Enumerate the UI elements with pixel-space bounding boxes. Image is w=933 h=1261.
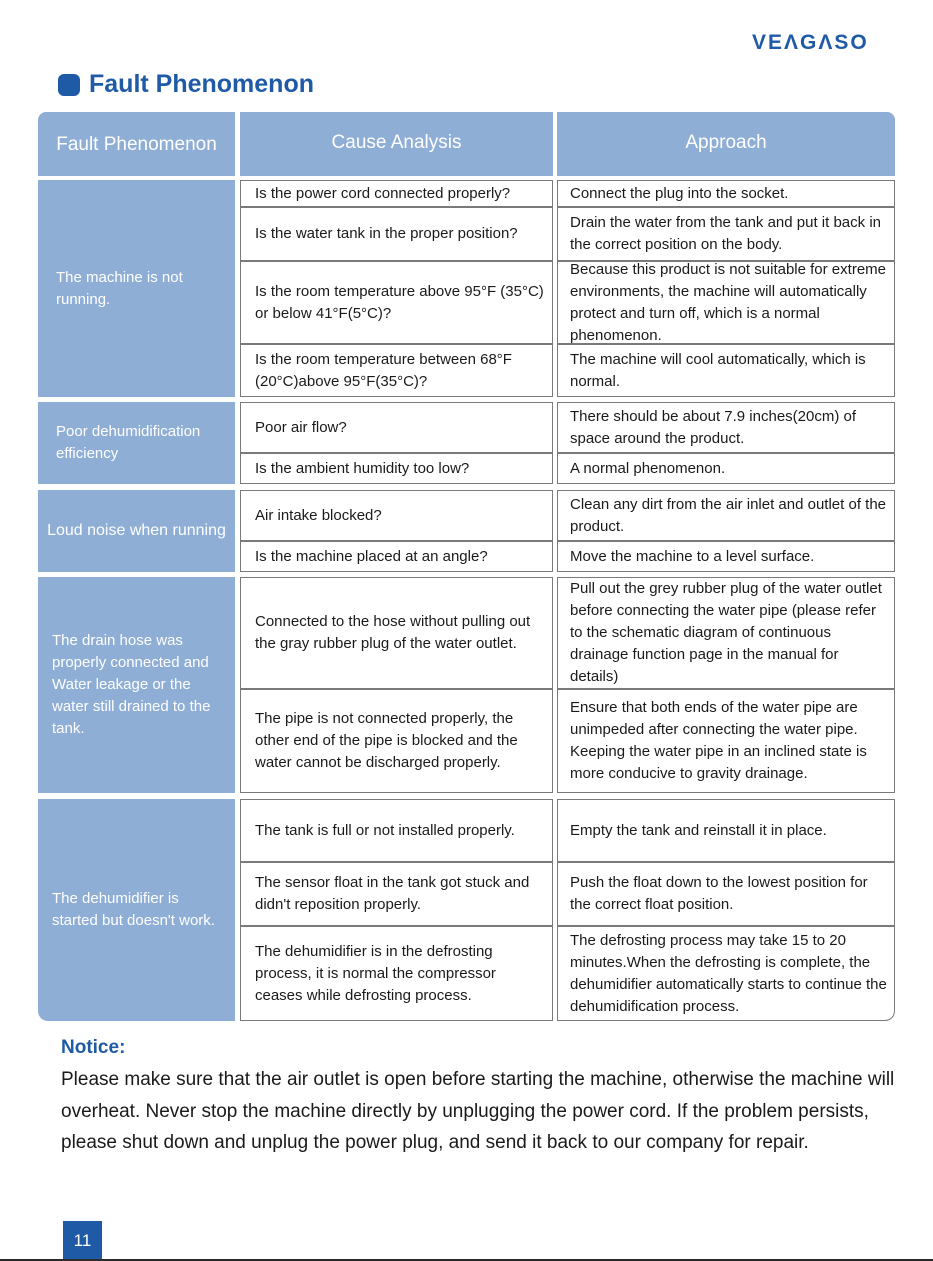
cause-cell: Is the ambient humidity too low?: [240, 453, 553, 484]
cause-cell: The dehumidifier is in the defrosting process, it is normal the compressor ceases while defrosting process.: [240, 926, 553, 1021]
cause-cell: Air intake blocked?: [240, 490, 553, 541]
approach-cell: The machine will cool automatically, which is normal.: [557, 344, 895, 397]
approach-cell: Connect the plug into the socket.: [557, 180, 895, 207]
cause-cell: Is the machine placed at an angle?: [240, 541, 553, 572]
bullet-icon: [58, 74, 80, 96]
section-title: [58, 70, 314, 99]
cause-cell: The tank is full or not installed properly.: [240, 799, 553, 862]
cause-cell: Is the power cord connected properly?: [240, 180, 553, 207]
cause-cell: Poor air flow?: [240, 402, 553, 453]
fault-drain-hose: The drain hose was properly connected and Water leakage or the water still drained to the tank.: [38, 577, 235, 793]
header-approach: Approach: [557, 112, 895, 176]
approach-cell: Because this product is not suitable for extreme environments, the machine will automatically protect and turn off, which is a normal phenomenon.: [557, 261, 895, 344]
notice-title: Notice:: [61, 1037, 126, 1058]
approach-cell: A normal phenomenon.: [557, 453, 895, 484]
approach-cell: Clean any dirt from the air inlet and outlet of the product.: [557, 490, 895, 541]
cause-cell: Is the room temperature between 68°F (20°C)above 95°F(35°C)?: [240, 344, 553, 397]
approach-cell: Move the machine to a level surface.: [557, 541, 895, 572]
section-title-text: Fault Phenomenon: [89, 70, 314, 98]
brand-logo: VEΛGΛSO: [752, 31, 869, 54]
approach-cell: The defrosting process may take 15 to 20 minutes.When the defrosting is complete, the dehumidifier automatically starts to continue the dehumidification process.: [557, 926, 895, 1021]
header-cause: Cause Analysis: [240, 112, 553, 176]
cause-cell: The sensor float in the tank got stuck and didn't reposition properly.: [240, 862, 553, 926]
approach-cell: There should be about 7.9 inches(20cm) of space around the product.: [557, 402, 895, 453]
cause-cell: The pipe is not connected properly, the other end of the pipe is blocked and the water cannot be discharged properly.: [240, 689, 553, 793]
cause-cell: Is the room temperature above 95°F (35°C) or below 41°F(5°C)?: [240, 261, 553, 344]
page-number: 11: [63, 1221, 102, 1261]
approach-cell: Drain the water from the tank and put it back in the correct position on the body.: [557, 207, 895, 261]
approach-cell: Push the float down to the lowest position for the correct float position.: [557, 862, 895, 926]
fault-not-running: The machine is not running.: [38, 180, 235, 397]
notice-body: Please make sure that the air outlet is open before starting the machine, otherwise the machine will overheat. Never stop the machine directly by unplugging the power cord. If the problem persists, please shut down and unplug the power plug, and send it back to our company for repair.: [61, 1069, 895, 1153]
header-fault: Fault Phenomenon: [38, 112, 235, 176]
fault-started-not-working: The dehumidifier is started but doesn't work.: [38, 799, 235, 1021]
cause-cell: Connected to the hose without pulling out the gray rubber plug of the water outlet.: [240, 577, 553, 689]
approach-cell: Pull out the grey rubber plug of the water outlet before connecting the water pipe (please refer to the schematic diagram of continuous drainage function page in the manual for details): [557, 577, 895, 689]
approach-cell: Empty the tank and reinstall it in place.: [557, 799, 895, 862]
cause-cell: Is the water tank in the proper position?: [240, 207, 553, 261]
fault-loud-noise: Loud noise when running: [38, 490, 235, 572]
fault-poor-dehumidification: Poor dehumidification efficiency: [38, 402, 235, 484]
approach-cell: Ensure that both ends of the water pipe are unimpeded after connecting the water pipe. Keeping the water pipe in an inclined state is more conducive to gravity drainage.: [557, 689, 895, 793]
